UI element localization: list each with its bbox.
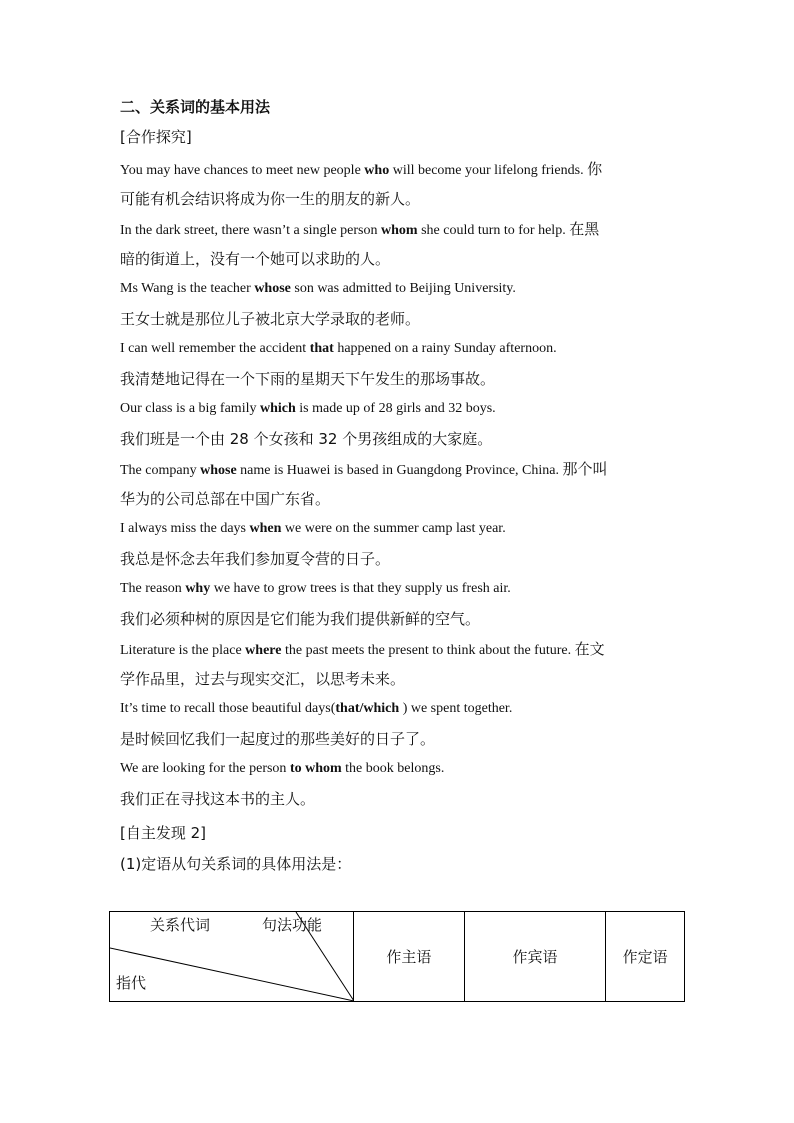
example-sentence	[120, 278, 680, 300]
relative-word: to whom	[289, 761, 342, 776]
example-sentence	[120, 518, 680, 540]
example-sentence	[120, 638, 680, 662]
sentence-text: the book belongs.	[341, 761, 445, 776]
example-translation: 我们必须种树的原因是它们能为我们提供新鲜的空气。	[120, 610, 481, 628]
sentence-text: the past meets the present to think about the future.	[281, 643, 575, 658]
header-as-object: 作宾语	[464, 912, 606, 1002]
example-translation: 可能有机会结识将成为你一生的朋友的新人。	[120, 190, 421, 208]
discover-tag: [自主发现 2]	[120, 824, 207, 842]
example-sentence	[120, 398, 680, 420]
relative-word: which	[259, 401, 296, 416]
relative-word: whom	[381, 223, 418, 238]
example-translation: 我们正在寻找这本书的主人。	[120, 790, 316, 808]
translation-start: 在黑	[569, 220, 600, 238]
example-translation: 是时候回忆我们一起度过的那些美好的日子了。	[120, 730, 436, 748]
sentence-text: It’s time to recall those beautiful days(	[120, 701, 336, 716]
translation-start: 在文	[574, 640, 605, 658]
example-translation: 我清楚地记得在一个下雨的星期天下午发生的那场事故。	[120, 370, 496, 388]
sentence-text: Ms Wang is the teacher	[120, 281, 255, 296]
header-as-attributive: 作定语	[606, 912, 685, 1002]
sentence-text: We are looking for the person	[120, 761, 290, 776]
sentence-text: we have to grow trees is that they supply us fresh air.	[210, 581, 511, 596]
example-sentence	[120, 338, 680, 360]
relative-word: when	[249, 521, 282, 536]
sentence-text: Our class is a big family	[120, 401, 260, 416]
sentence-text: she could turn to for help.	[417, 223, 570, 238]
relative-word: that	[309, 341, 334, 356]
explore-tag: [合作探究]	[120, 128, 192, 146]
relative-word: that/which	[335, 701, 400, 716]
example-sentence	[120, 698, 680, 720]
question-text: (1)定语从句关系词的具体用法是：	[120, 855, 352, 873]
sentence-text: name is Huawei is based in Guangdong Province, China.	[236, 463, 563, 478]
header-relative-pronoun: 关系代词	[150, 916, 211, 934]
example-translation: 我们班是一个由 28 个女孩和 32 个男孩组成的大家庭。	[120, 430, 493, 448]
example-translation: 华为的公司总部在中国广东省。	[120, 490, 331, 508]
relative-word: whose	[200, 463, 237, 478]
relative-word: whose	[254, 281, 291, 296]
sentence-text: I always miss the days	[120, 521, 250, 536]
sentence-text: happened on a rainy Sunday afternoon.	[333, 341, 557, 356]
header-as-subject: 作主语	[354, 912, 465, 1002]
header-syntactic-function: 句法功能	[262, 916, 323, 934]
translation-start: 那个叫	[562, 460, 608, 478]
example-translation: 王女士就是那位儿子被北京大学录取的老师。	[120, 310, 421, 328]
example-sentence	[120, 758, 680, 780]
example-sentence	[120, 458, 680, 482]
relative-word: who	[364, 163, 390, 178]
header-refers-to: 指代	[116, 974, 147, 992]
sentence-text: ) we spent together.	[399, 701, 513, 716]
sentence-text: The company	[120, 463, 201, 478]
section-title: 二、关系词的基本用法	[120, 98, 271, 116]
relative-word: where	[245, 643, 282, 658]
sentence-text: son was admitted to Beijing University.	[290, 281, 516, 296]
sentence-text: The reason	[120, 581, 186, 596]
example-translation: 我总是怀念去年我们参加夏令营的日子。	[120, 550, 391, 568]
example-sentence	[120, 158, 680, 182]
example-translation: 学作品里，过去与现实交汇，以思考未来。	[120, 670, 406, 688]
example-sentence	[120, 218, 680, 242]
relative-word: why	[185, 581, 211, 596]
sentence-text: will become your lifelong friends.	[389, 163, 588, 178]
sentence-text: we were on the summer camp last year.	[281, 521, 506, 536]
sentence-text: You may have chances to meet new people	[120, 163, 365, 178]
relative-pronoun-table	[109, 911, 685, 1002]
sentence-text: is made up of 28 girls and 32 boys.	[295, 401, 496, 416]
table-header-diagonal-cell	[110, 912, 354, 1002]
sentence-text: Literature is the place	[120, 643, 246, 658]
translation-start: 你	[587, 160, 603, 178]
sentence-text: In the dark street, there wasn’t a single person	[120, 223, 381, 238]
example-translation: 暗的街道上，没有一个她可以求助的人。	[120, 250, 391, 268]
example-sentence	[120, 578, 680, 600]
sentence-text: I can well remember the accident	[120, 341, 310, 356]
